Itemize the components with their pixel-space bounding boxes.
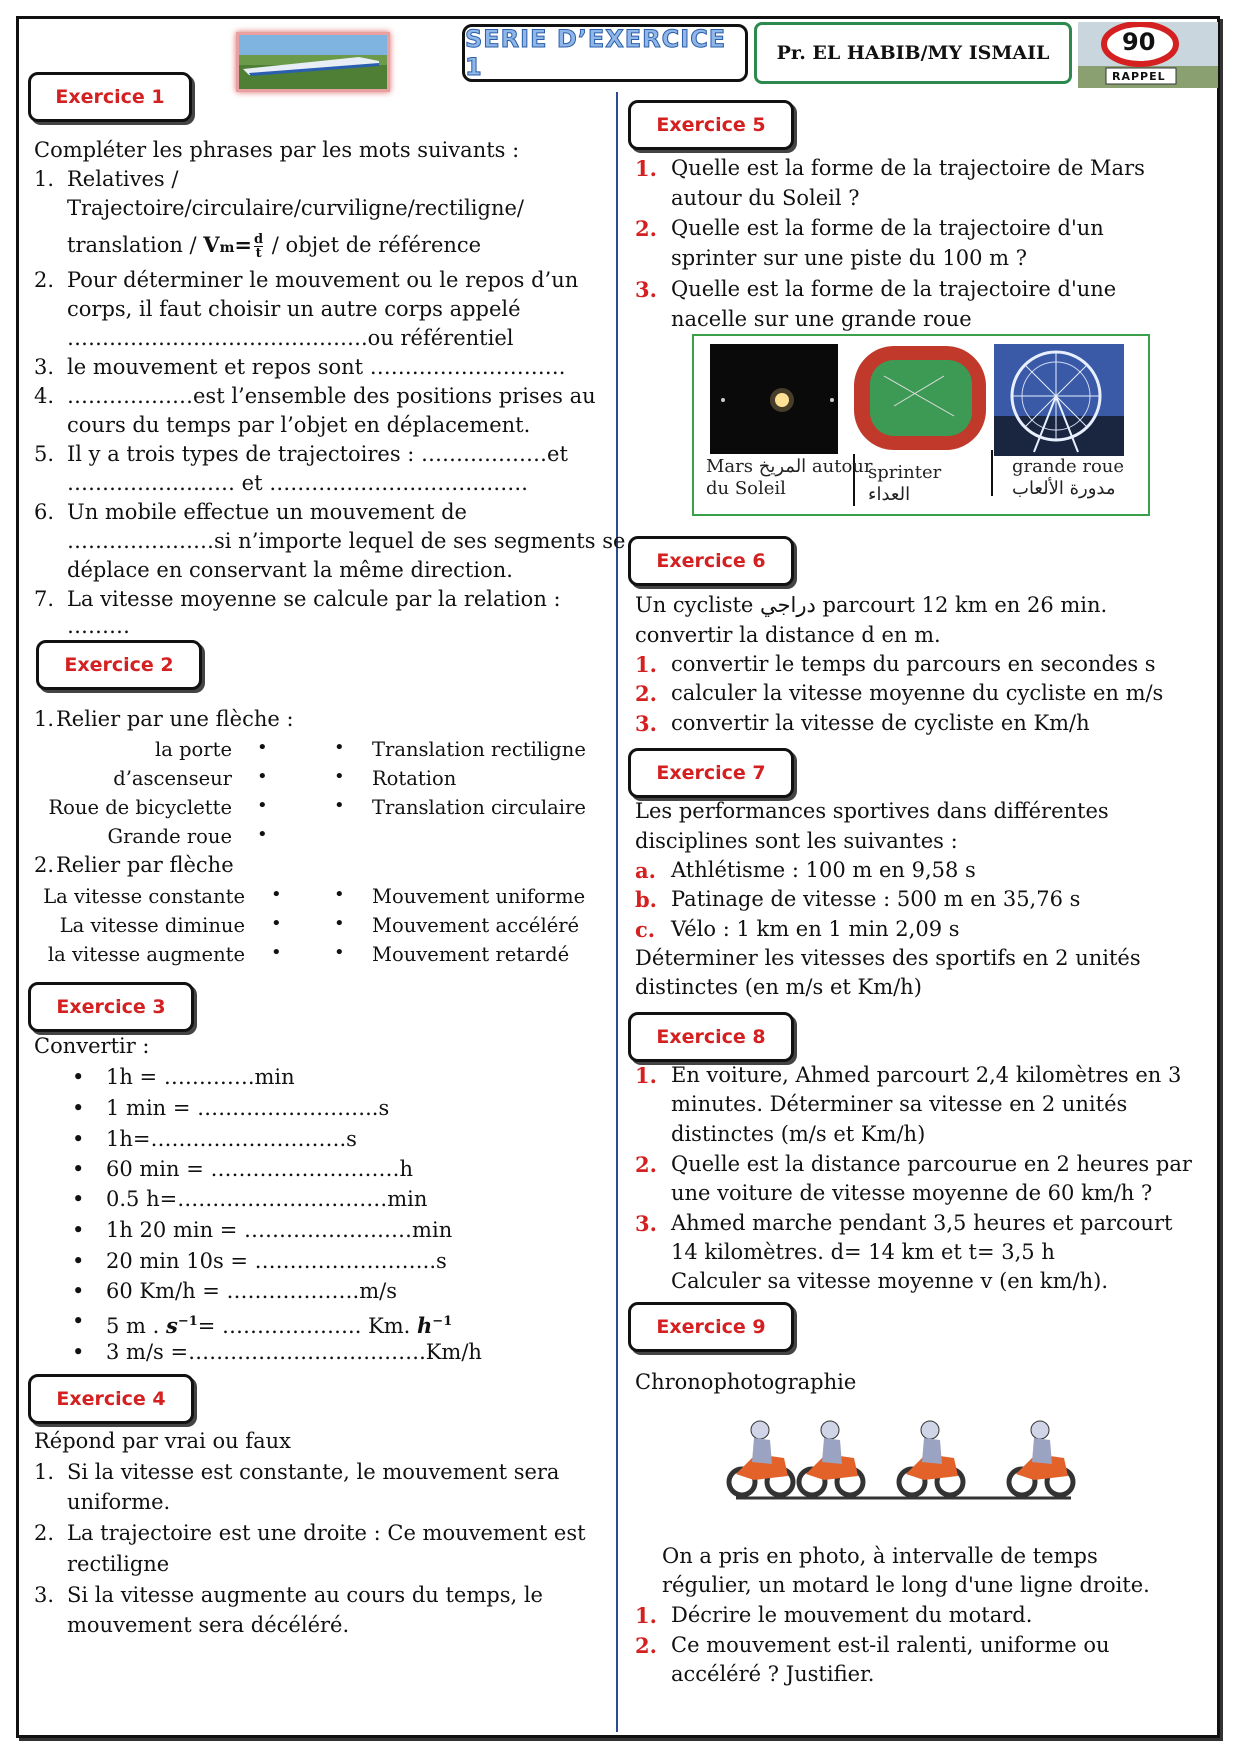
formula-subscript-m: m: [219, 240, 235, 256]
ex1-item-2b: corps, il faut choisir un autre corps appelé: [67, 297, 521, 321]
ex2-question-2: Relier par flèche: [56, 853, 234, 877]
trajectory-images: [692, 334, 1150, 516]
ex9-item-2b: accéléré ? Justifier.: [671, 1662, 875, 1686]
ex8-item-1a: En voiture, Ahmed parcourt 2,4 kilomètres en 3: [671, 1063, 1182, 1087]
connector-dot[interactable]: •: [257, 824, 268, 845]
caption-mars: [706, 456, 873, 500]
formula-fraction: [254, 233, 263, 260]
ex7-task-b: distinctes (en m/s et Km/h): [635, 975, 922, 999]
ex2-right1-0: Translation rectiligne: [372, 738, 586, 761]
ex3-item: • 1h 20 min = ……………………min: [106, 1216, 452, 1245]
ex6-intro-b: convertir la distance d en m.: [635, 623, 941, 647]
connector-dot[interactable]: •: [257, 795, 268, 816]
ex9-item-1: Décrire le mouvement du motard.: [671, 1603, 1033, 1627]
ex8-item-1c: distinctes (m/s et Km/h): [671, 1122, 926, 1146]
ex1-item-2a: Pour déterminer le mouvement ou le repos d’un: [67, 268, 579, 292]
ex1-num-6: 6.: [34, 500, 55, 524]
ex1-item-6b: …………………si n’importe lequel de ses segments se: [67, 529, 626, 553]
ex7-intro-b: disciplines sont les suivantes :: [635, 829, 958, 853]
ex2-left1-3: Grande roue: [107, 825, 232, 848]
speed-sign-image: [1078, 22, 1218, 88]
ex9-title: Chronophotographie: [635, 1370, 857, 1394]
ex7-num-c: c.: [635, 917, 656, 942]
ex2-left2-2: la vitesse augmente: [47, 943, 245, 966]
ex6-intro-a: Un cycliste دراجي parcourt 12 km en 26 min.: [635, 593, 1108, 617]
ex2-question-1: Relier par une flèche :: [56, 707, 294, 731]
ex7-item-b: Patinage de vitesse : 500 m en 35,76 s: [671, 887, 1081, 911]
ex1-item-5a: Il y a trois types de trajectoires : ………………et: [67, 442, 568, 466]
ex6-num-2: 2.: [635, 681, 657, 706]
caption-sprinter-line1: sprinter: [868, 462, 942, 483]
ex2-num-2: 2.: [34, 853, 55, 877]
connector-dot[interactable]: •: [334, 913, 345, 934]
ex1-item-2c: …………………………………….ou référentiel: [67, 326, 514, 350]
ex5-item-3b: nacelle sur une grande roue: [671, 307, 972, 331]
exercise-7-label: Exercice 7: [628, 748, 794, 798]
ex3-item: • 20 min 10s = ……………………..s: [106, 1247, 447, 1276]
ex4-item-1b: uniforme.: [67, 1490, 171, 1514]
ex5-item-1b: autour du Soleil ?: [671, 186, 860, 210]
ex1-item-1a: Relatives /: [67, 167, 179, 191]
ex3-intro: Convertir :: [34, 1034, 150, 1058]
caption-sprinter: [868, 462, 941, 506]
ex1-num-5: 5.: [34, 442, 55, 466]
ex2-left2-0: La vitesse constante: [43, 885, 245, 908]
connector-dot[interactable]: •: [257, 737, 268, 758]
ex3-item: • 1 min = ……………………..s: [106, 1094, 389, 1123]
ex4-item-3b: mouvement sera décéléré.: [67, 1613, 350, 1637]
ex7-item-a: Athlétisme : 100 m en 9,58 s: [671, 858, 976, 882]
ex3-item: • 1h=……………………….s: [106, 1125, 357, 1154]
ex1-item-4a: ………………est l’ensemble des positions prises au: [67, 384, 596, 408]
exercise-5-label: Exercice 5: [628, 100, 794, 150]
ex2-num-1: 1.: [34, 707, 55, 731]
caption-ferris: [1012, 456, 1124, 500]
ex9-paragraph-1: On a pris en photo, à intervalle de temps: [662, 1544, 1098, 1568]
ex3-item-9-pre: 5 m .: [106, 1314, 166, 1338]
ex1-item-6c: déplace en conservant la même direction.: [67, 558, 513, 582]
connector-dot[interactable]: •: [334, 737, 345, 758]
ex2-right1-1: Rotation: [372, 767, 457, 790]
ex4-num-1: 1.: [34, 1460, 55, 1484]
connector-dot[interactable]: •: [271, 884, 282, 905]
ex1-item-1b: Trajectoire/circulaire/curviligne/rectiligne/: [67, 196, 524, 220]
ex5-num-2: 2.: [635, 216, 657, 241]
ex7-intro-a: Les performances sportives dans différentes: [635, 799, 1109, 823]
ex1-num-2: 2.: [34, 268, 55, 292]
caption-mars-line2: du Soleil: [706, 478, 786, 499]
ex4-num-2: 2.: [34, 1521, 55, 1545]
speed-sign-text: RAPPEL: [1112, 70, 1166, 83]
ex3-item: • 60 min = ………………………h: [106, 1155, 413, 1184]
speed-sign-number: 90: [1122, 28, 1156, 56]
ex1-item-3: le mouvement et repos sont ……………………….: [67, 355, 566, 379]
ex2-left1-0: la porte: [155, 738, 232, 761]
ex2-right1-2: Translation circulaire: [372, 796, 586, 819]
ex9-item-2a: Ce mouvement est-il ralenti, uniforme ou: [671, 1633, 1110, 1657]
caption-mars-line1: Mars المريخ autour: [706, 456, 873, 477]
ex7-num-a: a.: [635, 858, 656, 883]
ex5-item-1a: Quelle est la forme de la trajectoire de Mars: [671, 156, 1145, 180]
ex1-item-1c-pre: translation /: [67, 233, 204, 257]
ex4-item-1a: Si la vitesse est constante, le mouvement sera: [67, 1460, 560, 1484]
ex6-item-1: convertir le temps du parcours en secondes s: [671, 652, 1156, 676]
formula-v: V: [203, 232, 220, 257]
ex1-item-1c-post: / objet de référence: [265, 233, 482, 257]
exercise-3-label: Exercice 3: [28, 982, 194, 1032]
ex3-item-9-s: s: [165, 1313, 178, 1338]
ex7-item-c: Vélo : 1 km en 1 min 2,09 s: [671, 917, 960, 941]
chronophotography-image: [726, 1410, 1076, 1506]
ex3-item-9-h: h: [417, 1313, 433, 1338]
ex5-num-1: 1.: [635, 156, 657, 181]
ex3-item-9-exp2: −1: [432, 1314, 453, 1329]
ex3-item: • 60 Km/h = ……………….m/s: [106, 1277, 397, 1306]
ex1-num-3: 3.: [34, 355, 55, 379]
ex8-num-1: 1.: [635, 1063, 657, 1088]
ex8-item-2a: Quelle est la distance parcourue en 2 heures par: [671, 1152, 1192, 1176]
connector-dot[interactable]: •: [271, 942, 282, 963]
ex6-item-3: convertir la vitesse de cycliste en Km/h: [671, 711, 1090, 735]
ex1-item-7b: ………: [67, 614, 130, 638]
ex1-item-1c: [67, 230, 481, 263]
exercise-6-label: Exercice 6: [628, 536, 794, 586]
series-title: SERIE D’EXERCICE 1: [462, 24, 748, 82]
ex2-right2-1: Mouvement accéléré: [372, 914, 580, 937]
ex2-left2-1: La vitesse diminue: [59, 914, 245, 937]
ex5-item-3a: Quelle est la forme de la trajectoire d'une: [671, 277, 1117, 301]
ex1-num-1: 1.: [34, 167, 55, 191]
ex5-item-2b: sprinter sur une piste du 100 m ?: [671, 246, 1027, 270]
ex3-item-9: [106, 1307, 452, 1341]
ex9-paragraph-2: régulier, un motard le long d'une ligne droite.: [662, 1573, 1150, 1597]
exercise-2-label: Exercice 2: [36, 640, 202, 690]
ex4-item-2b: rectiligne: [67, 1552, 170, 1576]
ex3-item-9-mid: = ……………….. Km.: [197, 1314, 418, 1338]
ex4-item-3a: Si la vitesse augmente au cours du temps, le: [67, 1583, 543, 1607]
ex4-num-3: 3.: [34, 1583, 55, 1607]
ex4-item-2a: La trajectoire est une droite : Ce mouvement est: [67, 1521, 586, 1545]
ex8-item-2b: une voiture de vitesse moyenne de 60 km/h ?: [671, 1181, 1153, 1205]
ex8-num-3: 3.: [635, 1211, 657, 1236]
ex9-num-2: 2.: [635, 1633, 657, 1658]
caption-ferris-line1: grande roue: [1012, 456, 1125, 477]
connector-dot[interactable]: •: [257, 766, 268, 787]
formula-numerator: d: [254, 232, 264, 247]
ex1-intro: Compléter les phrases par les mots suivants :: [34, 138, 520, 162]
ex1-item-5b: …………………… et ……………………………….: [67, 471, 528, 495]
ex2-left1-2: Roue de bicyclette: [48, 796, 232, 819]
connector-dot[interactable]: •: [334, 884, 345, 905]
ex1-item-4b: cours du temps par l’objet en déplacement.: [67, 413, 531, 437]
ex9-num-1: 1.: [635, 1603, 657, 1628]
ex6-num-3: 3.: [635, 711, 657, 736]
exercise-1-label: Exercice 1: [28, 72, 192, 122]
connector-dot[interactable]: •: [334, 795, 345, 816]
ex8-item-1b: minutes. Déterminer sa vitesse en 2 unités: [671, 1092, 1128, 1116]
ex3-item: • 3 m/s =…………………………….Km/h: [106, 1338, 482, 1367]
author-name: Pr. EL HABIB/MY ISMAIL: [754, 22, 1072, 84]
ex1-num-4: 4.: [34, 384, 55, 408]
train-photo: [236, 32, 390, 92]
exercise-4-label: Exercice 4: [28, 1374, 194, 1424]
formula-equals: =: [234, 232, 253, 257]
ex5-num-3: 3.: [635, 277, 657, 302]
ex6-num-1: 1.: [635, 652, 657, 677]
connector-dot[interactable]: •: [334, 766, 345, 787]
ex7-task-a: Déterminer les vitesses des sportifs en 2 unités: [635, 946, 1141, 970]
connector-dot[interactable]: •: [334, 942, 345, 963]
ex3-item-9-exp: −1: [177, 1314, 198, 1329]
column-divider: [616, 92, 618, 1732]
caption-ferris-line2: مدورة الألعاب: [1012, 478, 1116, 499]
ex8-item-3a: Ahmed marche pendant 3,5 heures et parcourt: [671, 1211, 1173, 1235]
ex1-item-6a: Un mobile effectue un mouvement de: [67, 500, 467, 524]
ex1-item-7a: La vitesse moyenne se calcule par la relation :: [67, 587, 561, 611]
ex1-num-7: 7.: [34, 587, 55, 611]
ex6-item-2: calculer la vitesse moyenne du cycliste en m/s: [671, 681, 1164, 705]
caption-sprinter-line2: العداء: [868, 484, 911, 505]
ex2-left1-1: d’ascenseur: [113, 767, 232, 790]
exercise-9-label: Exercice 9: [628, 1302, 794, 1352]
ex3-item: • 0.5 h=…………………………min: [106, 1185, 427, 1214]
ex8-num-2: 2.: [635, 1152, 657, 1177]
ex2-right2-0: Mouvement uniforme: [372, 885, 586, 908]
ex7-num-b: b.: [635, 887, 657, 912]
ex3-item: • 1h = ………….min: [106, 1063, 295, 1092]
ex8-item-3c: Calculer sa vitesse moyenne v (en km/h).: [671, 1269, 1108, 1293]
exercise-8-label: Exercice 8: [628, 1012, 794, 1062]
ex8-item-3b: 14 kilomètres. d= 14 km et t= 3,5 h: [671, 1240, 1055, 1264]
ex2-right2-2: Mouvement retardé: [372, 943, 570, 966]
ex5-item-2a: Quelle est la forme de la trajectoire d'un: [671, 216, 1104, 240]
ex4-intro: Répond par vrai ou faux: [34, 1429, 291, 1453]
formula-denominator: t: [255, 246, 262, 261]
connector-dot[interactable]: •: [271, 913, 282, 934]
